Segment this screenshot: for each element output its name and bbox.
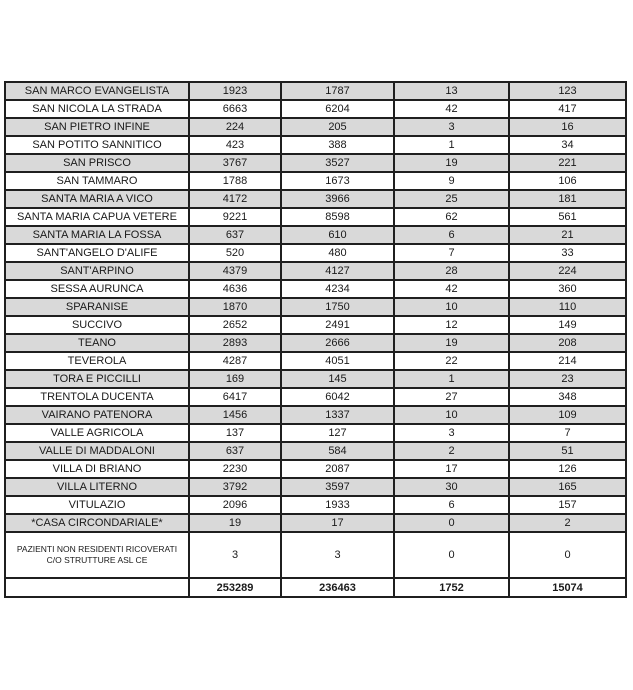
value-cell: 0 [394,514,509,532]
table-row [5,172,626,190]
value-cell: 16 [509,118,626,136]
value-cell: 205 [281,118,394,136]
value-cell: 7 [509,424,626,442]
value-cell: 23 [509,370,626,388]
value-cell: 27 [394,388,509,406]
value-cell: 19 [394,334,509,352]
value-cell: 423 [189,136,281,154]
value-cell: 17 [281,514,394,532]
table-row [5,424,626,442]
value-cell: 637 [189,226,281,244]
municipality-label: TRENTOLA DUCENTA [5,388,189,406]
value-cell: 4234 [281,280,394,298]
municipality-label: SESSA AURUNCA [5,280,189,298]
municipality-label: TEVEROLA [5,352,189,370]
total-value-cell: 253289 [189,578,281,597]
value-cell: 610 [281,226,394,244]
value-cell: 126 [509,460,626,478]
municipality-label: SPARANISE [5,298,189,316]
value-cell: 2893 [189,334,281,352]
municipality-label: SANT'ANGELO D'ALIFE [5,244,189,262]
table-row [5,298,626,316]
value-cell: 30 [394,478,509,496]
value-cell: 1787 [281,82,394,100]
municipality-label: SAN MARCO EVANGELISTA [5,82,189,100]
value-cell: 3 [394,424,509,442]
table-row [5,388,626,406]
table-row [5,352,626,370]
municipality-label: SAN PRISCO [5,154,189,172]
table-row [5,514,626,532]
table-row [5,136,626,154]
table-row [5,442,626,460]
value-cell: 149 [509,316,626,334]
value-cell: 214 [509,352,626,370]
value-cell: 4051 [281,352,394,370]
value-cell: 3767 [189,154,281,172]
value-cell: 157 [509,496,626,514]
value-cell: 28 [394,262,509,280]
value-cell: 181 [509,190,626,208]
non-residents-label: PAZIENTI NON RESIDENTI RICOVERATI C/O STRUTTURE ASL CE [5,532,189,578]
value-cell: 224 [509,262,626,280]
value-cell: 9221 [189,208,281,226]
value-cell: 2096 [189,496,281,514]
table-row [5,118,626,136]
value-cell: 6042 [281,388,394,406]
value-cell: 17 [394,460,509,478]
table-row [5,280,626,298]
value-cell: 9 [394,172,509,190]
municipality-label: SANTA MARIA CAPUA VETERE [5,208,189,226]
table-row-totals [5,578,626,597]
municipality-label: SAN POTITO SANNITICO [5,136,189,154]
value-cell: 1750 [281,298,394,316]
value-cell: 22 [394,352,509,370]
value-cell: 2230 [189,460,281,478]
value-cell: 2 [509,514,626,532]
table-row [5,226,626,244]
municipality-label: *CASA CIRCONDARIALE* [5,514,189,532]
municipality-label: VILLA DI BRIANO [5,460,189,478]
table-row [5,496,626,514]
value-cell: 6 [394,496,509,514]
municipality-label: SUCCIVO [5,316,189,334]
value-cell: 208 [509,334,626,352]
table-row [5,334,626,352]
value-cell: 2491 [281,316,394,334]
value-cell: 221 [509,154,626,172]
table-row [5,190,626,208]
value-cell: 2 [394,442,509,460]
table-row-non-residents [5,532,626,578]
value-cell: 4636 [189,280,281,298]
value-cell: 169 [189,370,281,388]
value-cell: 8598 [281,208,394,226]
value-cell: 34 [509,136,626,154]
value-cell: 10 [394,406,509,424]
value-cell: 480 [281,244,394,262]
value-cell: 1337 [281,406,394,424]
value-cell: 3 [281,532,394,578]
table-row [5,154,626,172]
value-cell: 520 [189,244,281,262]
value-cell: 6417 [189,388,281,406]
value-cell: 4379 [189,262,281,280]
municipality-label: SAN PIETRO INFINE [5,118,189,136]
value-cell: 42 [394,280,509,298]
value-cell: 109 [509,406,626,424]
value-cell: 2652 [189,316,281,334]
value-cell: 165 [509,478,626,496]
municipality-label: VALLE DI MADDALONI [5,442,189,460]
table-row [5,460,626,478]
municipality-label: SAN TAMMARO [5,172,189,190]
table-row [5,82,626,100]
value-cell: 10 [394,298,509,316]
value-cell: 3966 [281,190,394,208]
value-cell: 4287 [189,352,281,370]
municipality-label: SANTA MARIA LA FOSSA [5,226,189,244]
value-cell: 1 [394,136,509,154]
value-cell: 51 [509,442,626,460]
value-cell: 127 [281,424,394,442]
totals-empty-cell [5,578,189,597]
table-row [5,478,626,496]
municipality-label: VITULAZIO [5,496,189,514]
value-cell: 417 [509,100,626,118]
value-cell: 62 [394,208,509,226]
municipality-label: VALLE AGRICOLA [5,424,189,442]
municipality-label: SAN NICOLA LA STRADA [5,100,189,118]
value-cell: 3792 [189,478,281,496]
table-row [5,208,626,226]
value-cell: 33 [509,244,626,262]
value-cell: 1923 [189,82,281,100]
value-cell: 145 [281,370,394,388]
value-cell: 561 [509,208,626,226]
table-row [5,262,626,280]
value-cell: 3527 [281,154,394,172]
table-row [5,100,626,118]
value-cell: 25 [394,190,509,208]
value-cell: 348 [509,388,626,406]
value-cell: 360 [509,280,626,298]
municipality-label: TEANO [5,334,189,352]
value-cell: 1673 [281,172,394,190]
value-cell: 388 [281,136,394,154]
value-cell: 0 [509,532,626,578]
value-cell: 12 [394,316,509,334]
table-row [5,406,626,424]
value-cell: 110 [509,298,626,316]
table-row [5,244,626,262]
value-cell: 4127 [281,262,394,280]
total-value-cell: 1752 [394,578,509,597]
value-cell: 1933 [281,496,394,514]
value-cell: 2666 [281,334,394,352]
municipality-label: VAIRANO PATENORA [5,406,189,424]
value-cell: 3597 [281,478,394,496]
value-cell: 7 [394,244,509,262]
value-cell: 123 [509,82,626,100]
value-cell: 13 [394,82,509,100]
value-cell: 6204 [281,100,394,118]
value-cell: 3 [189,532,281,578]
value-cell: 3 [394,118,509,136]
value-cell: 19 [394,154,509,172]
value-cell: 6663 [189,100,281,118]
value-cell: 0 [394,532,509,578]
value-cell: 6 [394,226,509,244]
municipality-label: SANT'ARPINO [5,262,189,280]
value-cell: 1870 [189,298,281,316]
value-cell: 1 [394,370,509,388]
table-body [5,82,626,532]
value-cell: 1456 [189,406,281,424]
value-cell: 137 [189,424,281,442]
value-cell: 1788 [189,172,281,190]
value-cell: 42 [394,100,509,118]
municipality-label: SANTA MARIA A VICO [5,190,189,208]
value-cell: 584 [281,442,394,460]
value-cell: 21 [509,226,626,244]
municipality-label: VILLA LITERNO [5,478,189,496]
total-value-cell: 15074 [509,578,626,597]
table-row [5,316,626,334]
table-row [5,370,626,388]
value-cell: 224 [189,118,281,136]
value-cell: 19 [189,514,281,532]
data-table [4,81,627,598]
municipality-label: TORA E PICCILLI [5,370,189,388]
total-value-cell: 236463 [281,578,394,597]
value-cell: 4172 [189,190,281,208]
value-cell: 2087 [281,460,394,478]
value-cell: 637 [189,442,281,460]
value-cell: 106 [509,172,626,190]
